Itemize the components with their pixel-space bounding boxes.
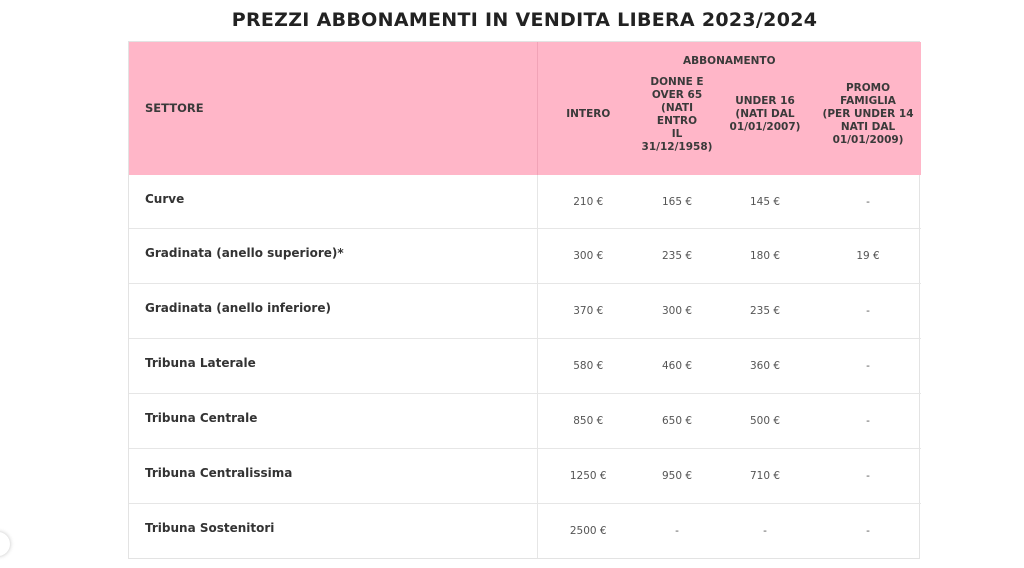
header-column-line: NATI DAL bbox=[840, 121, 896, 133]
table-row bbox=[129, 229, 921, 284]
price-cell: 370 € bbox=[537, 284, 639, 339]
header-column-line: FAMIGLIA bbox=[840, 95, 896, 107]
price-cell: 300 € bbox=[639, 284, 715, 339]
prices-table bbox=[129, 42, 921, 558]
sector-label: Tribuna Sostenitori bbox=[145, 521, 275, 535]
price-cell: 580 € bbox=[537, 339, 639, 394]
price-cell: 650 € bbox=[639, 394, 715, 449]
sector-label: Tribuna Centralissima bbox=[145, 466, 293, 480]
price-cell: - bbox=[815, 504, 921, 559]
header-column-line: (NATI DAL bbox=[735, 108, 795, 120]
price-cell: 710 € bbox=[715, 449, 815, 504]
sector-label: Gradinata (anello inferiore) bbox=[145, 301, 331, 315]
price-cell: 145 € bbox=[749, 195, 781, 208]
sector-cell bbox=[129, 175, 537, 229]
price-cell: 235 € bbox=[715, 284, 815, 339]
floating-button[interactable] bbox=[0, 532, 10, 556]
sector-cell bbox=[129, 284, 537, 339]
header-column-line: (NATI ENTRO bbox=[656, 101, 698, 127]
sector-cell bbox=[129, 394, 537, 449]
price-cell: 300 € bbox=[537, 229, 639, 284]
price-cell: - bbox=[815, 339, 921, 394]
price-cell: 850 € bbox=[537, 394, 639, 449]
table-row bbox=[129, 175, 921, 229]
price-cell: 360 € bbox=[715, 339, 815, 394]
page-title: PREZZI ABBONAMENTI IN VENDITA LIBERA 2023/2024 bbox=[231, 9, 818, 31]
price-cell: - bbox=[639, 504, 715, 559]
header-sector: SETTORE bbox=[129, 42, 537, 175]
price-cell: 165 € bbox=[661, 195, 693, 208]
sector-label: Tribuna Laterale bbox=[145, 356, 256, 370]
header-column-line: DONNE E bbox=[650, 75, 704, 88]
sector-label: Tribuna Centrale bbox=[145, 411, 258, 425]
header-column-line: 01/01/2007) bbox=[729, 121, 801, 133]
price-cell: - bbox=[815, 284, 921, 339]
table-row bbox=[129, 394, 921, 449]
price-cell: 235 € bbox=[639, 229, 715, 284]
header-abbonamento: ABBONAMENTO bbox=[537, 42, 921, 68]
sector-cell bbox=[129, 229, 537, 284]
price-cell: - bbox=[815, 394, 921, 449]
sector-cell bbox=[129, 504, 537, 559]
price-cell: 19 € bbox=[815, 229, 921, 284]
header-column-1 bbox=[639, 68, 715, 175]
header-column-line: OVER 65 bbox=[651, 88, 703, 101]
sector-cell bbox=[129, 339, 537, 394]
price-cell: 460 € bbox=[639, 339, 715, 394]
table-row bbox=[129, 449, 921, 504]
header-column-line: (PER UNDER 14 bbox=[822, 108, 914, 120]
header-column-line: 01/01/2009) bbox=[832, 134, 904, 146]
header-column-line: INTERO bbox=[566, 108, 611, 120]
table-row bbox=[129, 504, 921, 559]
header-column-line: UNDER 16 bbox=[735, 95, 795, 107]
price-cell: 210 € bbox=[573, 195, 604, 208]
header-column-3 bbox=[815, 68, 921, 175]
header-column-2 bbox=[715, 68, 815, 175]
header-column-0 bbox=[537, 68, 639, 175]
price-cell: - bbox=[866, 195, 870, 208]
price-cell: 950 € bbox=[639, 449, 715, 504]
table-row bbox=[129, 284, 921, 339]
price-cell: 1250 € bbox=[537, 449, 639, 504]
prices-table-container bbox=[128, 41, 920, 559]
sector-cell bbox=[129, 449, 537, 504]
sector-label: Gradinata (anello superiore)* bbox=[145, 246, 344, 260]
header-column-line: PROMO bbox=[845, 82, 891, 94]
price-cell: 500 € bbox=[715, 394, 815, 449]
price-cell: - bbox=[715, 504, 815, 559]
sector-label: Curve bbox=[145, 191, 185, 206]
header-column-line: IL 31/12/1958) bbox=[641, 127, 713, 153]
price-cell: 180 € bbox=[715, 229, 815, 284]
table-row bbox=[129, 339, 921, 394]
price-cell: 2500 € bbox=[537, 504, 639, 559]
price-cell: - bbox=[815, 449, 921, 504]
